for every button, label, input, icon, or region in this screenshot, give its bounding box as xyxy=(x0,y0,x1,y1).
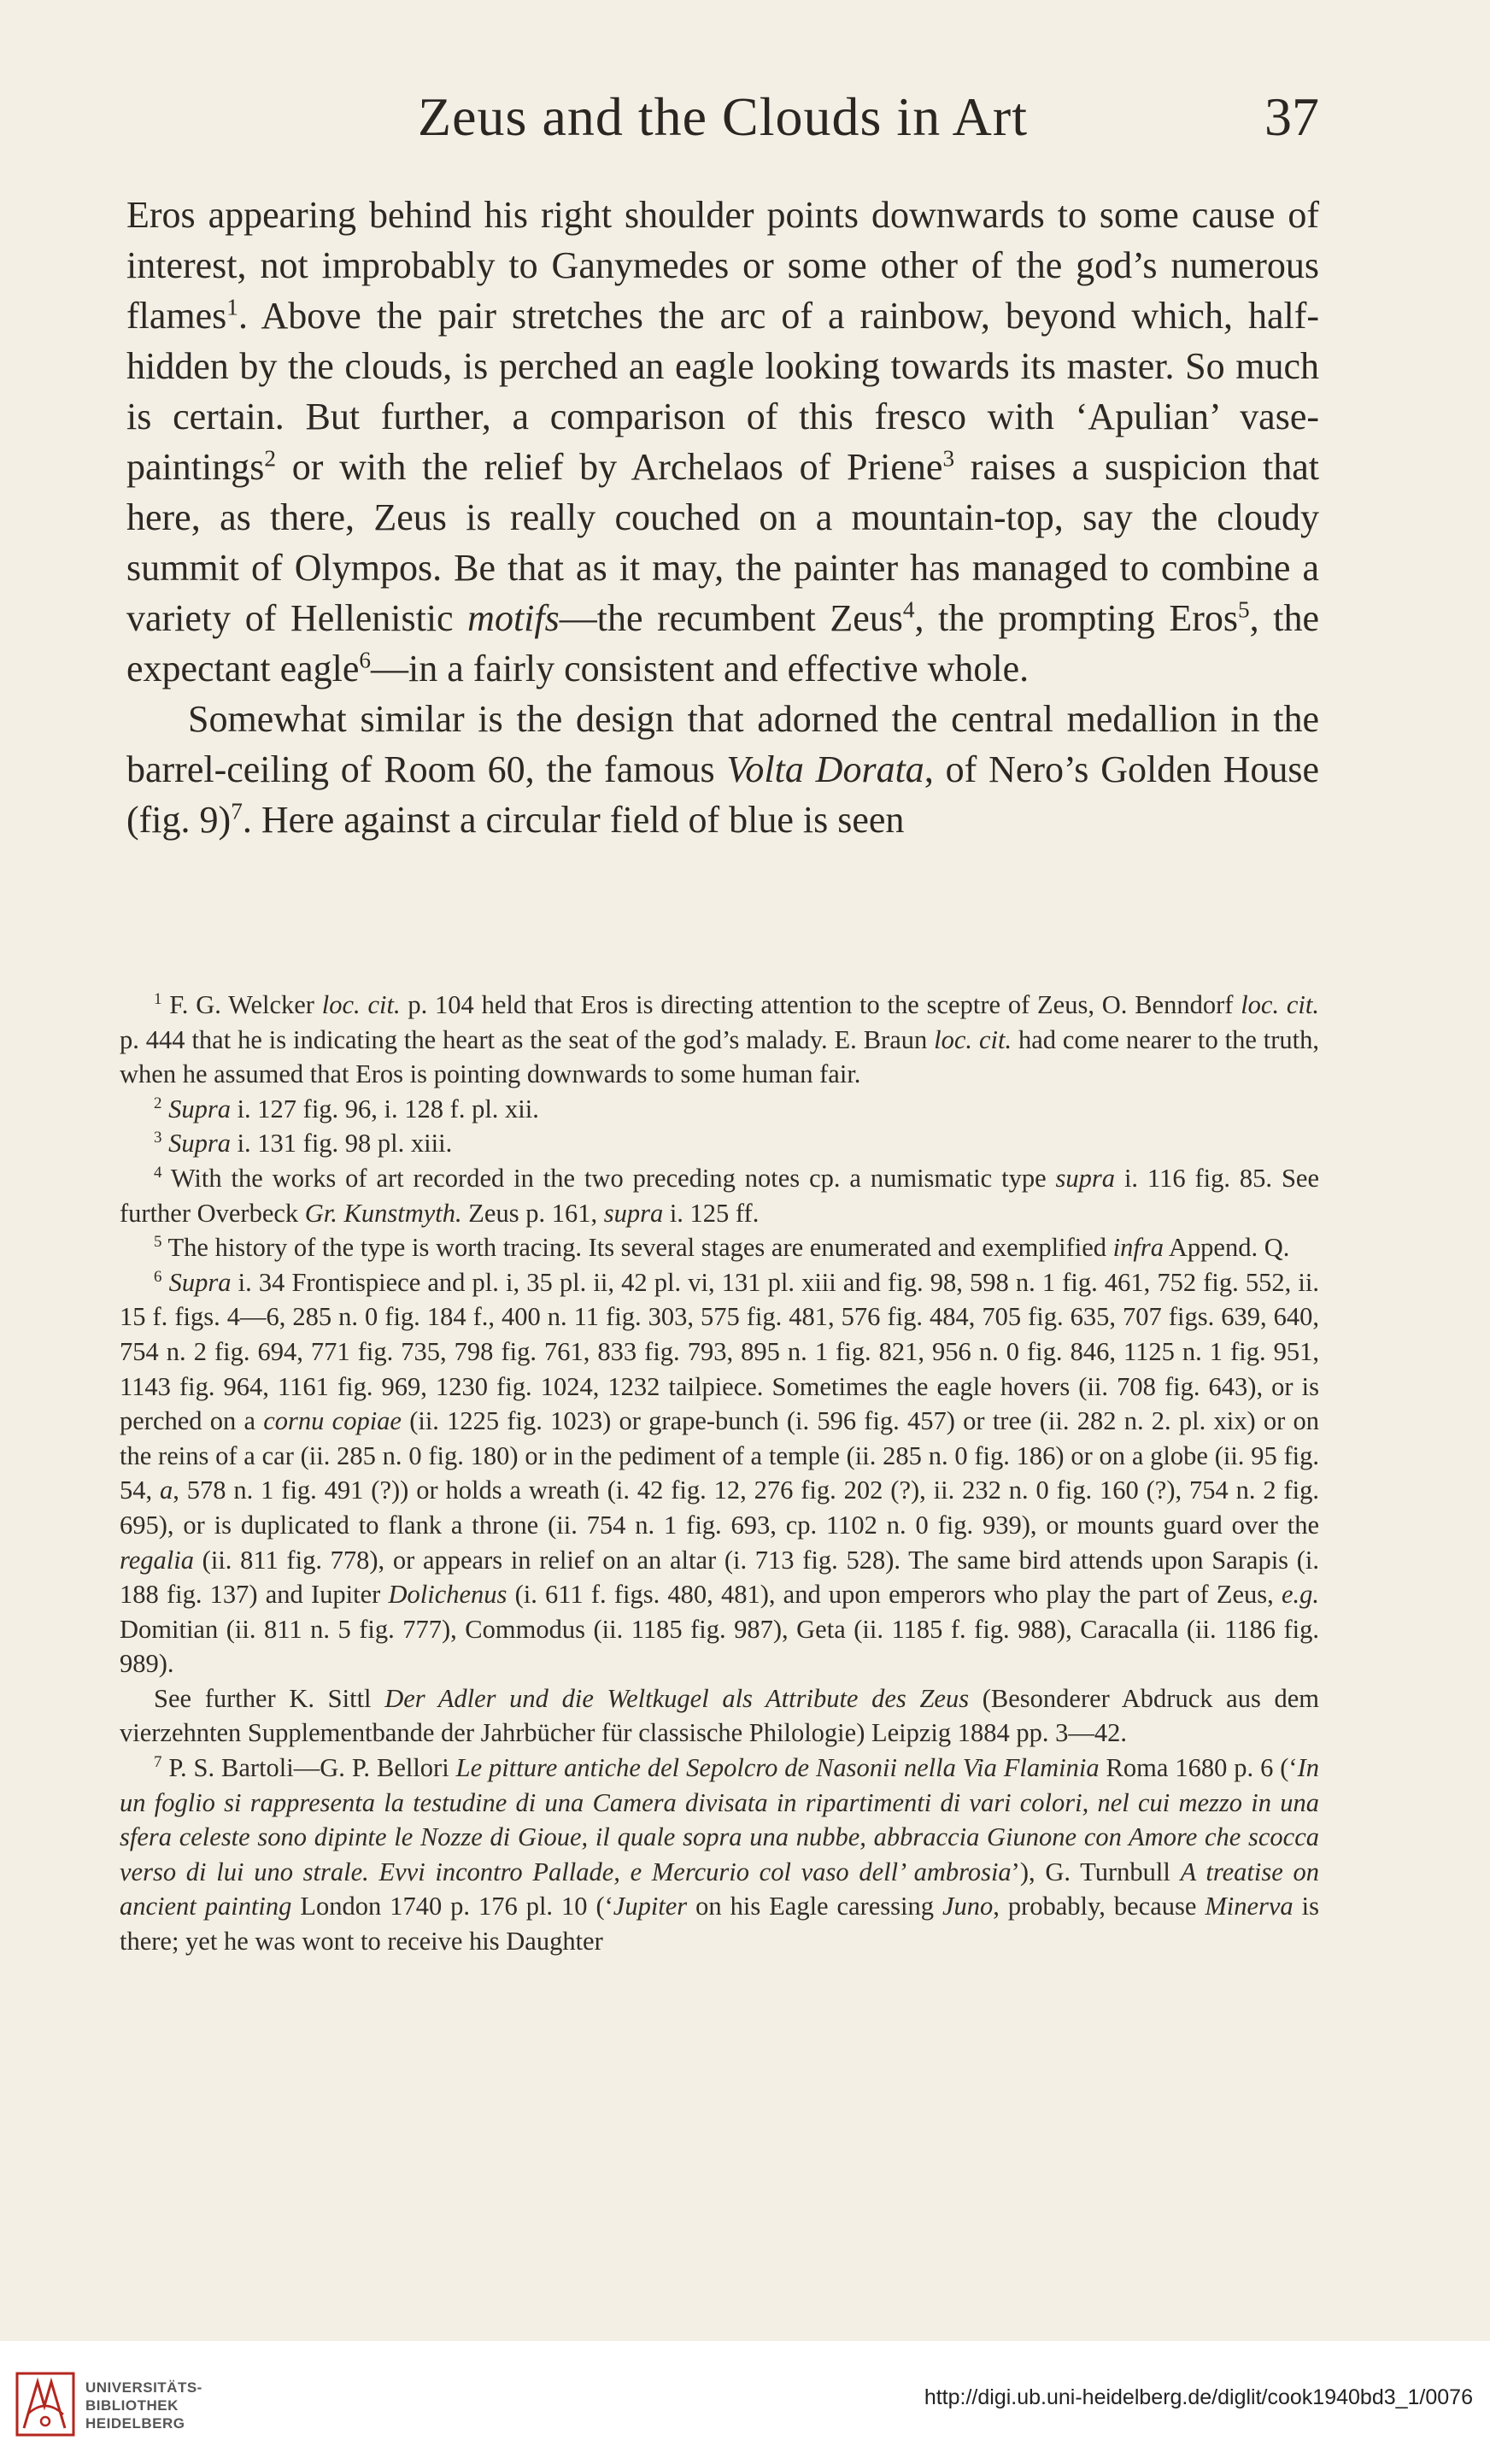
italic-text: e.g. xyxy=(1281,1580,1320,1610)
text-run: , the prompting Eros xyxy=(914,597,1239,639)
note-reference: 1 xyxy=(226,294,238,320)
italic-text: cornu copiae xyxy=(263,1406,402,1436)
source-url-link[interactable]: http://digi.ub.uni-heidelberg.de/diglit/cook1940bd3_1/0076 xyxy=(924,2385,1473,2409)
text-run: (ii. 1225 fig. 1023) or grape-bunch (i. 596 fig. 457) or tree (ii. 282 n. 2. pl. xix) or on the reins of a car (ii. 285 n. 0 fig. 180) or in the pediment of a temple (ii. 285 n. 0 fig. 186) or on a globe (ii. 95 fig. 54, xyxy=(120,1406,1320,1505)
italic-text: Jupiter xyxy=(613,1892,688,1921)
text-run: i. 34 Frontispiece and pl. i, 35 pl. ii, 42 pl. vi, 131 pl. xiii and fig. 98, 598 n. 1 fig. 461, 752 fig. 552, ii. 15 f. figs. 4—6, 285 n. 0 fig. 184 f., 400 n. 11 fig. 303, 575 fig. 481, 576 fig. 484, 705 fig. 635, 707 figs. 639, 640, 754 n. 2 fig. 694, 771 fig. 735, 798 fig. 761, 833 fig. 793, 895 n. 1 fig. 821, 956 n. 0 fig. 846, 1125 n. 1 fig. 951, 1143 fig. 964, 1161 fig. 969, 1230 fig. 1024, 1232 tailpiece. Sometimes the eagle hovers (ii. 708 fig. 643), or is perched on a xyxy=(120,1267,1320,1436)
text-run: , the expectant eagle xyxy=(126,597,1319,689)
text-run: —the recumbent Zeus xyxy=(559,597,903,639)
italic-text: Supra xyxy=(168,1094,231,1123)
text-run: (i. 611 f. figs. 480, 481), and upon emperors who play the part of Zeus, xyxy=(507,1580,1282,1610)
note-reference: 5 xyxy=(1238,596,1250,623)
page-header xyxy=(126,85,1319,162)
text-run: , 578 n. 1 fig. 491 (?)) or holds a wreath (i. 42 fig. 12, 276 fig. 202 (?), ii. 232 n. 0 fig. 160 (?), 754 n. 2 fig. 695), or is duplicated to flank a throne (ii. 754 n. 1 fig. 693, cp. 1102 n. 0 fig. 939), or mounts guard over the xyxy=(120,1475,1320,1540)
text-run: Somewhat similar is the design that adorned the central medallion in the barrel-ceiling of Room 60, the famous xyxy=(126,698,1319,790)
italic-text: regalia xyxy=(120,1545,194,1575)
footnote-7 xyxy=(120,1751,1319,1959)
note-reference: 1 xyxy=(154,989,162,1008)
italic-text: Supra xyxy=(168,1267,232,1297)
text-run: . Above the pair stretches the arc of a rainbow, beyond which, half-hidden by the clouds, is perched an eagle looking towards its master. So much is certain. But further, a comparison of this fresco with ‘Apulian’ vase-paintings xyxy=(126,295,1319,488)
italic-text: Supra xyxy=(168,1129,231,1159)
text-run: i. 125 ff. xyxy=(663,1198,760,1228)
footnote-2 xyxy=(120,1092,1319,1127)
footnote-3 xyxy=(120,1126,1319,1161)
text-run: ’), G. Turnbull xyxy=(1011,1857,1181,1886)
italic-text: loc. cit. xyxy=(1241,990,1320,1019)
note-reference: 2 xyxy=(264,445,276,472)
text-run: The history of the type is worth tracing. Its several stages are enumerated and exemplified xyxy=(161,1233,1113,1263)
library-name-line: BIBLIOTHEK xyxy=(85,2397,179,2414)
text-run: (Besonderer Abdruck aus dem vierzehnten Supplementbande der Jahrbücher für classische Philologie) Leipzig 1884 pp. 3—42. xyxy=(120,1683,1319,1748)
text-run: See further K. Sittl xyxy=(154,1683,385,1713)
italic-text: Juno xyxy=(942,1892,994,1921)
library-name-line: HEIDELBERG xyxy=(85,2415,185,2432)
text-run: . Here against a circular field of blue is seen xyxy=(242,799,905,841)
text-run: With the works of art recorded in the two preceding notes cp. a numismatic type xyxy=(161,1163,1056,1193)
italic-text: Gr. Kunstmyth. xyxy=(304,1198,462,1228)
text-run: on his Eagle caressing xyxy=(687,1892,942,1921)
text-run: or with the relief by Archelaos of Priene xyxy=(275,446,943,488)
note-reference: 7 xyxy=(154,1752,162,1771)
text-run: is there; yet he was wont to receive his Daughter xyxy=(120,1892,1319,1957)
italic-text: A treatise on ancient painting xyxy=(120,1857,1319,1921)
italic-text: Der Adler und die Weltkugel als Attribute des Zeus xyxy=(384,1683,970,1713)
text-run: i. 127 fig. 96, i. 128 f. pl. xii. xyxy=(230,1094,539,1123)
italic-text: Minerva xyxy=(1205,1892,1293,1921)
library-logo-icon xyxy=(15,2372,75,2437)
text-run: Zeus p. 161, xyxy=(461,1198,604,1228)
note-reference: 5 xyxy=(154,1233,162,1251)
library-name-line: UNIVERSITÄTS- xyxy=(85,2379,202,2396)
italic-text: supra xyxy=(603,1198,664,1228)
main-text xyxy=(126,190,1319,845)
italic-text: loc. cit. xyxy=(934,1024,1012,1054)
text-run: London 1740 p. 176 pl. 10 (‘ xyxy=(291,1892,613,1921)
text-run xyxy=(161,1129,168,1158)
text-run: P. S. Bartoli—G. P. Bellori xyxy=(161,1753,456,1783)
running-head: Zeus and the Clouds in Art xyxy=(418,86,1028,147)
footnote-6 xyxy=(120,1265,1319,1681)
text-run: (ii. 811 fig. 778), or appears in relief on an altar (i. 713 fig. 528). The same bird attends upon Sarapis (i. 188 fig. 137) and Iupiter xyxy=(120,1545,1319,1610)
footnote-1 xyxy=(120,988,1319,1092)
text-run: —in a fairly consistent and effective whole. xyxy=(371,648,1030,689)
text-run: i. 131 fig. 98 pl. xiii. xyxy=(230,1129,453,1159)
note-reference: 7 xyxy=(231,798,243,824)
text-run: Domitian (ii. 811 n. 5 fig. 777), Commodus (ii. 1185 fig. 987), Geta (ii. 1185 f. fig. 988), Caracalla (ii. 1186 fig. 989). xyxy=(120,1614,1319,1679)
footnote-5 xyxy=(120,1230,1319,1265)
footnote-6-continuation xyxy=(120,1681,1319,1751)
italic-text: a xyxy=(160,1475,173,1505)
text-run: p. 444 that he is indicating the heart as the seat of the god’s malady. E. Braun xyxy=(120,1024,935,1054)
text-run: , of Nero’s Golden House (fig. 9) xyxy=(126,748,1320,841)
text-run: p. 104 held that Eros is directing attention to the sceptre of Zeus, O. Benndorf xyxy=(400,990,1241,1019)
italic-text: Volta Dorata xyxy=(726,748,924,790)
page-number: 37 xyxy=(1264,86,1319,147)
text-run: had come nearer to the truth, when he assumed that Eros is pointing downwards to some human fair. xyxy=(120,1024,1319,1089)
text-run: raises a suspicion that here, as there, Zeus is really couched on a mountain-top, say the cloudy summit of Olympos. Be that as it may, the painter has managed to combine a variety of Hellenistic xyxy=(126,446,1320,639)
text-run xyxy=(161,1268,168,1297)
text-run: F. G. Welcker xyxy=(161,990,322,1019)
italic-text: Le pitture antiche del Sepolcro de Nasonii nella Via Flaminia xyxy=(455,1753,1100,1783)
italic-text: In un foglio si rappresenta la testudine di una Camera divisata in ripartimenti di vari colori, nel cui mezzo in una sfera celeste sono dipinte le Nozze di Gioue, il quale sopra una nubbe, abbraccia Giunone con Amore che scocca verso di lui uno strale. Evvi incontro Pallade, e Mercurio col vaso dell’ ambrosia xyxy=(120,1753,1319,1886)
text-run: Eros appearing behind his right shoulder points downwards to some cause of interest, not improbably to Ganymedes or some other of the god’s numerous flames xyxy=(126,194,1319,337)
italic-text: loc. cit. xyxy=(321,990,401,1019)
note-reference: 6 xyxy=(154,1267,162,1286)
italic-text: Dolichenus xyxy=(388,1580,507,1610)
library-footer xyxy=(0,2341,1490,2464)
text-run: Roma 1680 p. 6 (‘ xyxy=(1099,1753,1298,1783)
italic-text: infra xyxy=(1112,1233,1164,1263)
paragraph-1 xyxy=(126,190,1319,694)
paragraph-2 xyxy=(126,694,1319,845)
footnotes xyxy=(120,988,1319,1959)
text-run xyxy=(161,1094,168,1123)
text-run: Append. Q. xyxy=(1163,1233,1290,1263)
note-reference: 6 xyxy=(359,647,372,673)
italic-text: supra xyxy=(1055,1163,1116,1193)
note-reference: 4 xyxy=(902,596,915,623)
italic-text: motifs xyxy=(467,597,560,639)
note-reference: 3 xyxy=(154,1129,162,1147)
note-reference: 4 xyxy=(154,1163,162,1182)
note-reference: 3 xyxy=(942,445,955,472)
footnote-4 xyxy=(120,1161,1319,1230)
text-run: i. 116 fig. 85. See further Overbeck xyxy=(120,1163,1319,1228)
library-name xyxy=(85,2379,202,2432)
text-run: , probably, because xyxy=(993,1892,1205,1921)
note-reference: 2 xyxy=(154,1094,162,1112)
